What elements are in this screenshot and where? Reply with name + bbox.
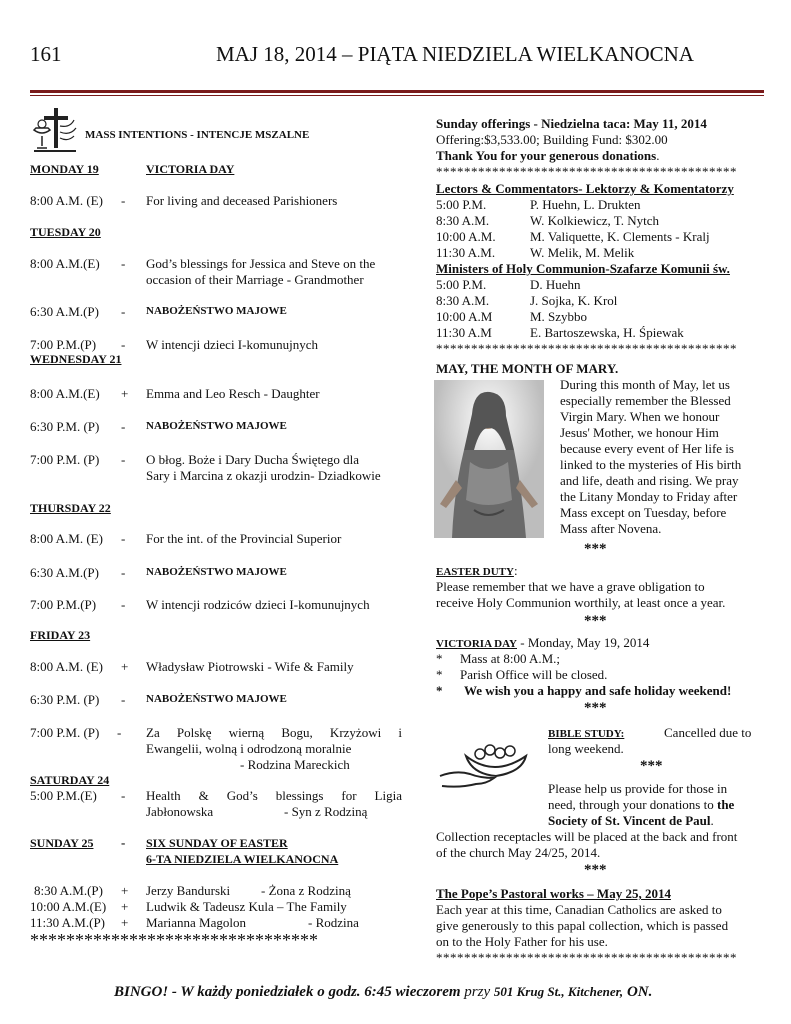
mass-time: 8:00 A.M. (E) — [30, 193, 103, 208]
mass-symbol: - — [121, 531, 126, 546]
minister-time: 11:30 A.M — [436, 325, 492, 340]
easter-duty-heading — [436, 563, 518, 579]
mass-intention: For the int. of the Provincial Superior — [146, 531, 342, 546]
bullet: * — [436, 667, 443, 682]
mass-intention: NABOŻEŃSTWO MAJOWE — [146, 693, 287, 705]
easter-duty-text: receive Holy Communion worthily, at least once a year. — [436, 595, 726, 610]
mass-intention-from: - Syn z Rodziną — [284, 804, 368, 819]
minister-names: D. Huehn — [530, 277, 581, 292]
section-separator: *** — [584, 613, 607, 629]
mass-intention: occasion of their Marriage - Grandmother — [146, 272, 364, 287]
mass-symbol: - — [117, 725, 122, 740]
bingo-on: ON. — [623, 984, 653, 1000]
mass-time: 6:30 A.M.(P) — [30, 565, 99, 580]
may-text-line: Virgin Mary. When we honour — [560, 409, 720, 424]
offerings-amounts: Offering:$3,533.00; Building Fund: $302.00 — [436, 132, 668, 147]
lector-time: 5:00 P.M. — [436, 197, 487, 212]
mass-symbol: - — [121, 337, 126, 352]
sunday-title-polish: 6-TA NIEDZIELA WIELKANOCNA — [146, 852, 339, 866]
mass-time: 10:00 A.M.(E) — [30, 899, 107, 914]
victoria-title: VICTORIA DAY — [436, 638, 517, 650]
minister-time: 8:30 A.M. — [436, 293, 490, 308]
mass-time: 8:00 A.M.(E) — [30, 386, 100, 401]
may-text-line: because every event of Her life is — [560, 441, 734, 456]
day-wednesday: WEDNESDAY 21 — [30, 352, 122, 366]
lector-names: P. Huehn, L. Drukten — [530, 197, 641, 212]
may-text-line: During this month of May, let us — [560, 377, 730, 392]
mass-symbol: - — [121, 835, 126, 850]
may-text-line: linked to the mysteries of His birth — [560, 457, 742, 472]
thanks-text: Thank You for your generous donations — [436, 148, 657, 163]
easter-duty-colon: : — [513, 563, 518, 578]
minister-time: 5:00 P.M. — [436, 277, 487, 292]
pope-text: give generously to this papal collection, which is passed — [436, 918, 729, 933]
mass-intention: NABOŻEŃSTWO MAJOWE — [146, 420, 287, 432]
mass-time: 5:00 P.M.(E) — [30, 788, 97, 803]
bingo-przy: przy — [460, 984, 494, 1000]
chalice-cross-icon — [30, 106, 80, 154]
may-text-line: Mass except on Tuesday, before — [560, 505, 727, 520]
lector-names: M. Valiquette, K. Clements - Kralj — [530, 229, 710, 244]
victoria-item: Parish Office will be closed. — [460, 667, 608, 682]
collection-text: Collection receptacles will be placed at the back and front — [436, 829, 738, 844]
may-text-line: and life, death and rising. We pray — [560, 473, 739, 488]
svdp-period: . — [710, 813, 714, 828]
thanks-line — [436, 148, 659, 164]
mass-time: 7:00 P.M.(P) — [30, 597, 97, 612]
lector-time: 8:30 A.M. — [436, 213, 490, 228]
mass-symbol: + — [121, 386, 129, 401]
pope-text: on to the Holy Father for his use. — [436, 934, 608, 949]
mass-intention: NABOŻEŃSTWO MAJOWE — [146, 305, 287, 317]
bible-study-title: BIBLE STUDY: — [548, 728, 625, 740]
mass-intentions-heading: MASS INTENTIONS - INTENCJE MSZALNE — [85, 129, 310, 141]
collection-text: of the church May 24/25, 2014. — [436, 845, 601, 860]
mass-intention: W intencji dzieci I-komunujnych — [146, 337, 318, 352]
svdp-line — [548, 813, 714, 829]
minister-names: E. Bartoszewska, H. Śpiewak — [530, 325, 684, 340]
footer-bingo — [114, 984, 652, 1001]
mass-intention: Ludwik & Tadeusz Kula – The Family — [146, 899, 347, 914]
mass-time: 7:00 P.M.(P) — [30, 337, 97, 352]
lector-names: W. Kolkiewicz, T. Nytch — [530, 213, 660, 228]
day-tuesday: TUESDAY 20 — [30, 225, 101, 239]
day-saturday: SATURDAY 24 — [30, 773, 110, 787]
mass-symbol: + — [121, 899, 129, 914]
mass-intention: Za Polskę wierną Bogu, Krzyżowi i — [146, 725, 402, 740]
mass-symbol: - — [121, 419, 126, 434]
pope-text: Each year at this time, Canadian Catholics are asked to — [436, 902, 722, 917]
day-sunday: SUNDAY 25 — [30, 836, 94, 850]
bible-study-text: long weekend. — [548, 741, 624, 756]
day-monday: MONDAY 19 — [30, 162, 99, 176]
mass-time: 8:30 A.M.(P) — [34, 883, 103, 898]
day-thursday: THURSDAY 22 — [30, 501, 111, 515]
hand-bowl-image — [436, 732, 536, 792]
mass-time: 7:00 P.M. (P) — [30, 452, 100, 467]
may-title: MAY, THE MONTH OF MARY. — [436, 361, 619, 376]
mass-symbol: - — [121, 565, 126, 580]
section-separator: *** — [640, 758, 663, 774]
mass-intention: W intencji rodziców dzieci I-komunujnych — [146, 597, 370, 612]
mass-time: 6:30 A.M.(P) — [30, 304, 99, 319]
section-separator: *** — [584, 541, 607, 557]
separator-stars: ******************************************* — [436, 164, 737, 179]
lectors-title: Lectors & Commentators- Lektorzy & Komentatorzy — [436, 181, 734, 196]
mass-intention-from: - Żona z Rodziną — [261, 883, 351, 898]
victoria-item: We wish you a happy and safe holiday weekend! — [464, 683, 732, 698]
mass-intention: Ewangelii, wolną i odrodzoną moralnie — [146, 741, 352, 756]
mass-symbol: - — [121, 193, 126, 208]
separator-stars: ******************************** — [30, 930, 318, 950]
mass-time: 7:00 P.M. (P) — [30, 725, 100, 740]
bingo-address: 501 Krug St., Kitchener, — [493, 984, 624, 999]
thanks-period: . — [656, 148, 660, 163]
pope-title: The Pope’s Pastoral works – May 25, 2014 — [436, 886, 671, 901]
mass-intention-from: - Rodzina — [308, 915, 359, 930]
lector-time: 10:00 A.M. — [436, 229, 496, 244]
sunday-title: SIX SUNDAY OF EASTER — [146, 836, 288, 850]
mass-symbol: + — [121, 659, 129, 674]
separator-stars: ******************************************* — [436, 341, 737, 356]
mass-intention: O błog. Boże i Dary Ducha Świętego dla — [146, 452, 360, 467]
mass-intention: Marianna Magolon — [146, 915, 247, 930]
bible-study-text: Cancelled due to — [664, 725, 752, 740]
help-text: Please help us provide for those in — [548, 781, 728, 796]
victoria-heading — [436, 635, 649, 651]
day-friday: FRIDAY 23 — [30, 628, 91, 642]
lector-time: 11:30 A.M. — [436, 245, 496, 260]
easter-duty-text: Please remember that we have a grave obligation to — [436, 579, 705, 594]
bible-study-line — [548, 725, 624, 741]
mass-time: 8:00 A.M. (E) — [30, 659, 103, 674]
ministers-title: Ministers of Holy Communion-Szafarze Komunii św. — [436, 261, 730, 276]
mass-intention: Sary i Marcina z okazji urodzin- Dziadkowie — [146, 468, 381, 483]
header-rule — [30, 90, 764, 93]
lector-names: W. Melik, M. Melik — [530, 245, 635, 260]
victoria-item: Mass at 8:00 A.M.; — [460, 651, 561, 666]
may-text-line: especially remember the Blessed — [560, 393, 731, 408]
mass-symbol: - — [121, 597, 126, 612]
mass-symbol: + — [121, 915, 129, 930]
minister-names: J. Sojka, K. Krol — [530, 293, 618, 308]
minister-names: M. Szybbo — [530, 309, 588, 324]
bullet: * — [436, 651, 443, 666]
bingo-text: BINGO! - W każdy poniedziałek o godz. 6:45 wieczorem — [114, 984, 461, 1000]
offerings-title: Sunday offerings - Niedzielna taca: May 11, 2014 — [436, 116, 707, 131]
mass-symbol: - — [121, 788, 126, 803]
mass-intention: Jerzy Bandurski — [146, 883, 231, 898]
section-separator: *** — [584, 700, 607, 716]
virgin-mary-image — [434, 380, 544, 538]
mass-time: 8:00 A.M.(E) — [30, 256, 100, 271]
victoria-day-label: VICTORIA DAY — [146, 162, 235, 176]
mass-time: 6:30 P.M. (P) — [30, 692, 100, 707]
help-text: need, through your donations to — [548, 797, 714, 812]
mass-intention: Jabłonowska — [146, 804, 214, 819]
svdp-name: Society of St. Vincent de Paul — [548, 813, 711, 828]
may-text-line: Mass after Novena. — [560, 521, 662, 536]
mass-symbol: - — [121, 692, 126, 707]
mass-intention: Emma and Leo Resch - Daughter — [146, 386, 320, 401]
mass-symbol: - — [121, 256, 126, 271]
bullet: * — [436, 683, 443, 698]
minister-time: 10:00 A.M — [436, 309, 493, 324]
mass-intention: God’s blessings for Jessica and Steve on the — [146, 256, 376, 271]
easter-duty-title: EASTER DUTY — [436, 566, 514, 578]
separator-stars: ******************************************* — [436, 950, 737, 965]
mass-symbol: + — [121, 883, 129, 898]
page-number: 161 — [30, 42, 62, 66]
may-text-line: the Litany Monday to Friday after — [560, 489, 738, 504]
mass-time: 6:30 P.M. (P) — [30, 419, 100, 434]
may-text-line: Jesus' Mother, we honour Him — [560, 425, 719, 440]
help-the: the — [716, 797, 735, 812]
mass-intention: NABOŻEŃSTWO MAJOWE — [146, 566, 287, 578]
help-text-line — [548, 797, 734, 813]
mass-intention-from: - Rodzina Mareckich — [240, 757, 350, 772]
page-title: MAJ 18, 2014 – PIĄTA NIEDZIELA WIELKANOCNA — [216, 42, 694, 66]
mass-time: 8:00 A.M. (E) — [30, 531, 103, 546]
mass-time: 11:30 A.M.(P) — [30, 915, 105, 930]
mass-symbol: - — [121, 452, 126, 467]
header-rule-thin — [30, 95, 764, 96]
mass-intention: Władysław Piotrowski - Wife & Family — [146, 659, 354, 674]
victoria-date: - Monday, May 19, 2014 — [517, 635, 650, 650]
section-separator: *** — [584, 862, 607, 878]
mass-symbol: - — [121, 304, 126, 319]
mass-intention: Health & God’s blessings for Ligia — [146, 788, 402, 803]
mass-intention: For living and deceased Parishioners — [146, 193, 338, 208]
